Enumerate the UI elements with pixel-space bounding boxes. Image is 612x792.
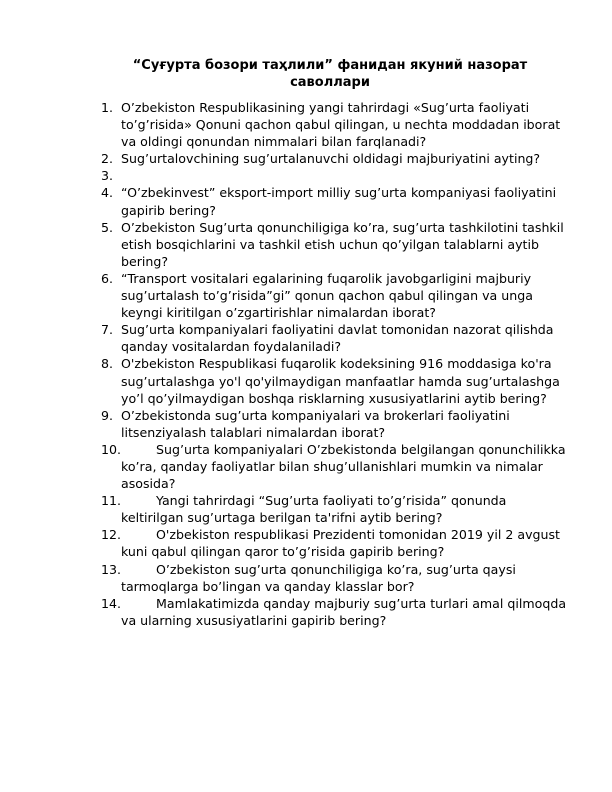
question-number: 3. bbox=[101, 168, 114, 184]
question-number: 7. bbox=[101, 322, 114, 338]
list-item bbox=[101, 355, 571, 406]
question-number: 1. bbox=[101, 100, 114, 115]
list-item bbox=[101, 561, 571, 595]
list-item bbox=[101, 492, 571, 526]
list-item bbox=[101, 407, 571, 441]
question-text: O’zbekiston Respublikasining yangi tahrirdagi «Sug’urta faoliyati to’g’risida» Qonuni qachon qabul qilingan, u nechta moddadan iborat va oldingi qonundan nimmalari bilan farqlanadi? bbox=[121, 100, 561, 150]
question-text bbox=[101, 167, 571, 184]
list-item bbox=[101, 441, 571, 492]
question-text: “Transport vositalari egalarining fuqarolik javobgarligini majburiy sug’urtalash to’g’risida”gi” qonun qachon qabul qilingan va unga keyngi kiritilgan o’zgartirishlar nimalardan iborat? bbox=[121, 270, 533, 321]
question-number: 6. bbox=[101, 270, 114, 286]
question-number: 9. bbox=[101, 407, 114, 423]
question-text: O’zbekistonda sug’urta kompaniyalari va brokerlari faoliyatini litsenziyalash talablari nimalardan iborat? bbox=[121, 407, 510, 440]
question-number: 2. bbox=[101, 151, 114, 167]
list-item bbox=[101, 595, 571, 629]
question-text: Yangi tahrirdagi “Sug’urta faoliyati to’g’risida” qonunda keltirilgan sug’urtaga berilgan ta'rifni aytib bering? bbox=[121, 493, 507, 526]
list-item bbox=[101, 270, 571, 321]
list-item bbox=[101, 219, 571, 270]
question-list bbox=[101, 99, 571, 629]
question-text: O'zbekiston respublikasi Prezidenti tomonidan 2019 yil 2 avgust kuni qabul qilingan qaror to’g’risida gapirib bering? bbox=[121, 527, 560, 560]
question-text: Sug’urtalovchining sug’urtalanuvchi oldidagi majburiyatini ayting? bbox=[121, 151, 541, 167]
list-item bbox=[101, 526, 571, 560]
list-item bbox=[101, 99, 571, 150]
document-title: “Суғурта бозори таҳлили” фанидан якуний назорат саволлари bbox=[132, 58, 528, 90]
list-item bbox=[101, 167, 571, 184]
question-text: Sug’urta kompaniyalari faoliyatini davlat tomonidan nazorat qilishda qanday vositalardan foydalaniladi? bbox=[121, 322, 554, 355]
list-item bbox=[101, 150, 571, 167]
list-item bbox=[101, 321, 571, 355]
question-number: 11. bbox=[101, 493, 122, 509]
question-number: 5. bbox=[101, 219, 114, 235]
question-text: “O’zbekinvest” eksport-import milliy sug’urta kompaniyasi faoliyatini gapirib bering? bbox=[121, 185, 557, 218]
question-number: 10. bbox=[101, 441, 122, 457]
question-text: Sug’urta kompaniyalari O’zbekistonda belgilangan qonunchilikka ko’ra, qanday faoliyatlar bilan shug’ullanishlari mumkin va nimalar asosida? bbox=[121, 441, 566, 492]
question-text: O’zbekiston Sug’urta qonunchiligiga ko’ra, sug’urta tashkilotini tashkil etish bosqichlarini va tashkil etish uchun qo’yilgan talablarni aytib bering? bbox=[121, 219, 564, 269]
question-text: O’zbekiston sug’urta qonunchiligiga ko’ra, sug’urta qaysi tarmoqlarga bo’lingan va qanday klasslar bor? bbox=[121, 561, 516, 594]
question-text: O'zbekiston Respublikasi fuqarolik kodeksining 916 moddasiga ko'ra sug’urtalashga yo'l qo'yilmaydigan manfaatlar hamda sug’urtalashga yo’l qo’yilmaydigan boshqa risklarning xususiyatlarini aytib bering? bbox=[121, 356, 560, 406]
question-number: 13. bbox=[101, 561, 122, 577]
question-number: 14. bbox=[101, 595, 122, 611]
question-number: 4. bbox=[101, 185, 114, 201]
list-item bbox=[101, 184, 571, 218]
question-number: 12. bbox=[101, 527, 122, 543]
question-number: 8. bbox=[101, 356, 114, 372]
question-text: Mamlakatimizda qanday majburiy sug’urta turlari amal qilmoqda va ularning xususiyatlarini gapirib bering? bbox=[121, 595, 567, 628]
